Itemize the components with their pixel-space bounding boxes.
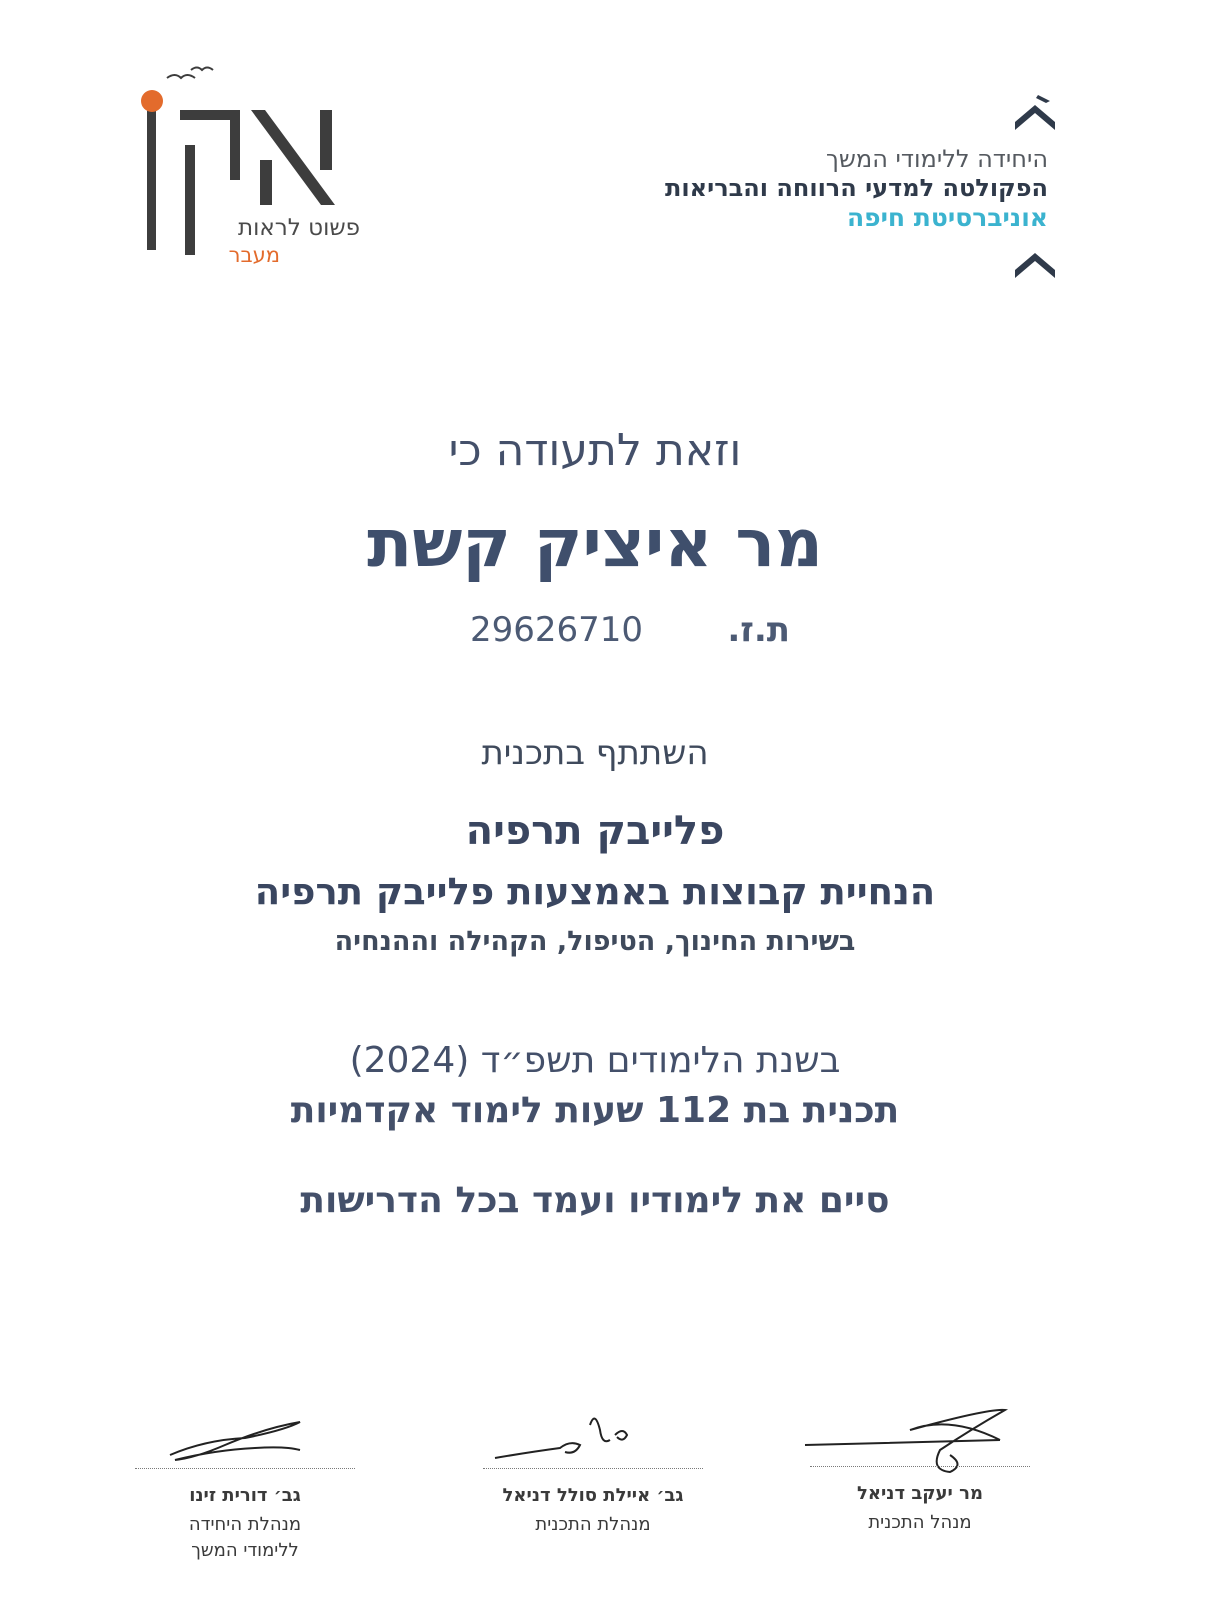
- chevron-up-icon: [1010, 250, 1060, 280]
- chevron-up-icon: [1010, 95, 1060, 135]
- university-name: אוניברסיטת חיפה: [846, 203, 1048, 232]
- sun-icon: [141, 90, 163, 112]
- signatory-name: מר יעקב דניאל: [857, 1483, 983, 1504]
- certificate-intro: וזאת לתעודה כי: [448, 425, 742, 476]
- university-faculty: הפקולטה למדעי הרווחה והבריאות: [665, 174, 1048, 202]
- program-subtitle: הנחיית קבוצות באמצעות פלייבק תרפיה: [254, 870, 936, 913]
- signature-block: [130, 1468, 360, 1564]
- signatory-name: גב׳ דורית זינו: [189, 1485, 301, 1506]
- id-row: [470, 610, 790, 660]
- program-fields: בשירות החינוך, הטיפול, הקהילה וההנחיה: [334, 926, 856, 957]
- signature-drawing: [490, 1400, 650, 1465]
- program-hours: תכנית בת 112 שעות לימוד אקדמיות: [290, 1090, 900, 1131]
- signatory-role: ללימודי המשך: [191, 1540, 299, 1561]
- university-unit: היחידה ללימודי המשך: [826, 145, 1048, 173]
- signature-line: [810, 1466, 1030, 1467]
- signatory-role: מנהלת היחידה: [188, 1514, 302, 1535]
- signature-block: [478, 1468, 708, 1538]
- program-name: פלייבק תרפיה: [465, 808, 725, 854]
- university-header: [528, 145, 1048, 232]
- recipient-name: מר איציק קשת: [367, 505, 823, 582]
- signatory-role: מנהל התכנית: [868, 1512, 972, 1533]
- bird-icon: [167, 75, 195, 78]
- participated-text: השתתף בתכנית: [481, 733, 709, 773]
- academic-year: בשנת הלימודים תשפ״ד (2024): [349, 1040, 841, 1081]
- signatory-role: מנהלת התכנית: [535, 1514, 651, 1535]
- logo-subtagline: מעבר: [228, 243, 280, 267]
- signature-line: [483, 1468, 703, 1469]
- id-label: ת.ז.: [727, 610, 790, 650]
- completion-statement: סיים את לימודיו ועמד בכל הדרישות: [300, 1180, 890, 1221]
- id-number: 29626710: [470, 610, 644, 650]
- signature-line: [135, 1468, 355, 1469]
- signature-drawing: [165, 1410, 305, 1465]
- signature-block: [805, 1466, 1035, 1536]
- signatory-name: גב׳ איילת סולל דניאל: [502, 1485, 684, 1506]
- logo-tagline: פשוט לראות: [238, 215, 360, 241]
- bird-icon: [191, 68, 213, 71]
